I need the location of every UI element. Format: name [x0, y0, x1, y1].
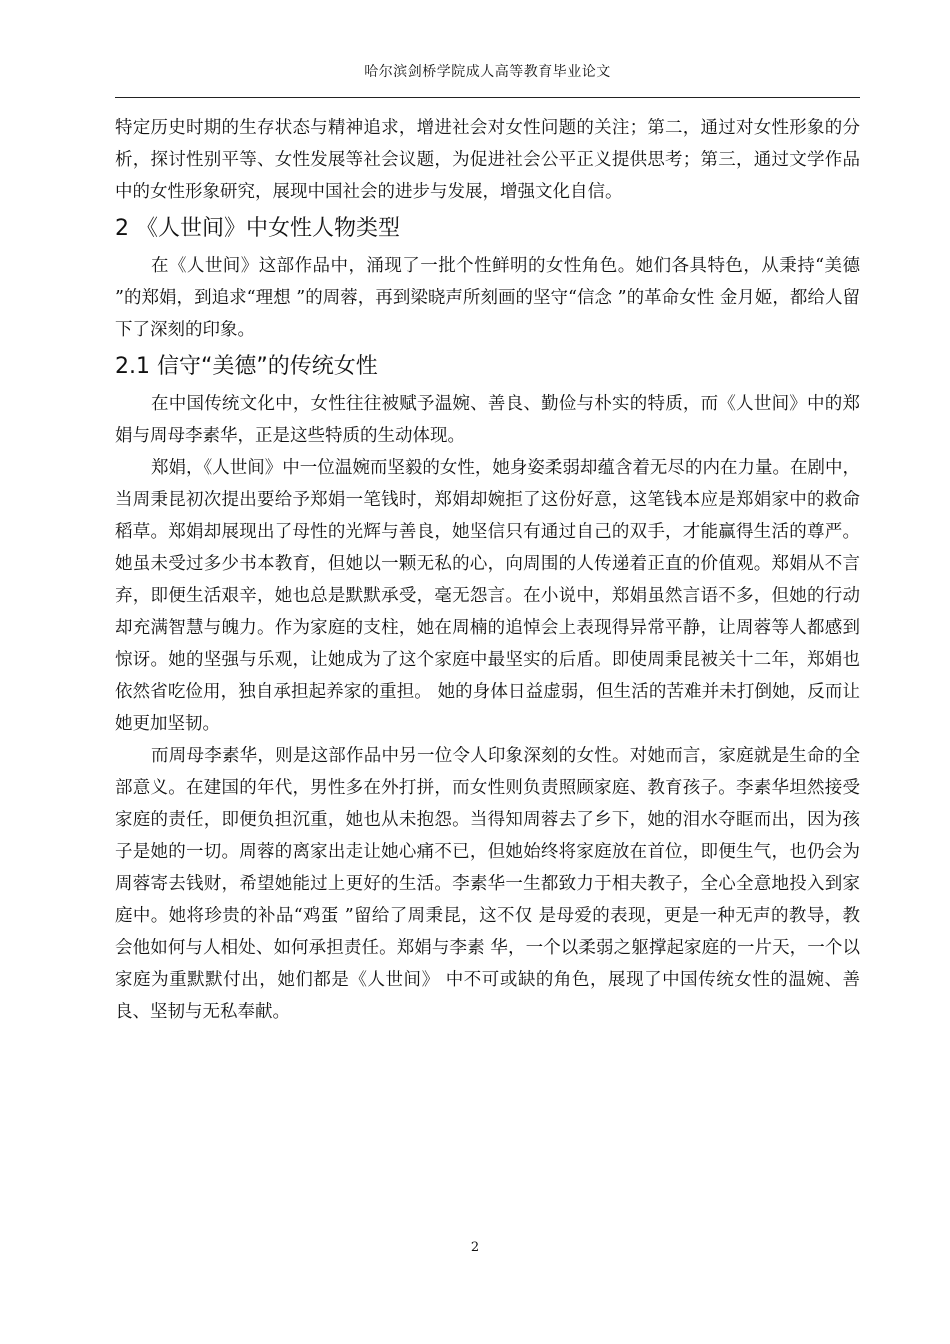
page-number: 2 — [470, 1240, 480, 1255]
paragraph-zheng-juan: 郑娟，《人世间》中一位温婉而坚毅的女性，她身姿柔弱却蕴含着无尽的内在力量。在剧中，当周秉昆初次提出要给予郑娟一笔钱时，郑娟却婉拒了这份好意，这笔钱本应是郑娟家中的救命稻草。郑娟却展现出了母性的光辉与善良，她坚信只有通过自己的双手，才能赢得生活的尊严。她虽未受过多少书本教育，但她以一颗无私的心，向周围的人传递着正直的价值观。郑娟从不言弃，即便生活艰辛，她也总是默默承受，毫无怨言。在小说中，郑娟虽然言语不多，但她的行动却充满智慧与魄力。作为家庭的支柱，她在周楠的追悼会上表现得异常平静，让周蓉等人都感到惊讶。她的坚强与乐观，让她成为了这个家庭中最坚实的后盾。即使周秉昆被关十二年，郑娟也依然省吃俭用，独自承担起养家的重担。 她的身体日益虚弱，但生活的苦难并未打倒她，反而让她更加坚韧。 — [115, 458, 860, 734]
header-divider — [115, 97, 860, 98]
paragraph-traditional-culture: 在中国传统文化中，女性往往被赋予温婉、善良、勤俭与朴实的特质，而《人世间》中的郑娟与周母李素华，正是这些特质的生动体现。 — [115, 394, 860, 446]
page-header: 哈尔滨剑桥学院成人高等教育毕业论文 — [364, 64, 611, 80]
document-body — [115, 112, 860, 1028]
section-heading-2: 2 《人世间》中女性人物类型 — [115, 216, 400, 241]
section-heading-2-1: 2.1 信守“美德”的传统女性 — [115, 354, 378, 379]
paragraph-intro: 在《人世间》这部作品中，涌现了一批个性鲜明的女性角色。她们各具特色，从秉持“美德 ”的郑娟，到追求“理想 ”的周蓉，再到梁晓声所刻画的坚守“信念 ”的革命女性 金月姬，都给人留下了深刻的印象。 — [115, 256, 860, 340]
paragraph-li-suhua: 而周母李素华，则是这部作品中另一位令人印象深刻的女性。对她而言，家庭就是生命的全部意义。在建国的年代，男性多在外打拼，而女性则负责照顾家庭、教育孩子。李素华坦然接受家庭的责任，即便负担沉重，她也从未抱怨。当得知周蓉去了乡下，她的泪水夺眶而出，因为孩子是她的一切。周蓉的离家出走让她心痛不已，但她始终将家庭放在首位，即便生气，也仍会为周蓉寄去钱财，希望她能过上更好的生活。李素华一生都致力于相夫教子，全心全意地投入到家庭中。她将珍贵的补品“鸡蛋 ”留给了周秉昆，这不仅 是母爱的表现，更是一种无声的教导，教会他如何与人相处、如何承担责任。郑娟与李素 华，一个以柔弱之躯撑起家庭的一片天，一个以家庭为重默默付出，她们都是《人世间》 中不可或缺的角色，展现了中国传统女性的温婉、善良、坚韧与无私奉献。 — [115, 746, 860, 1022]
paragraph-continuation: 特定历史时期的生存状态与精神追求，增进社会对女性问题的关注；第二，通过对女性形象的分析，探讨性别平等、女性发展等社会议题，为促进社会公平正义提供思考；第三，通过文学作品中的女性形象研究，展现中国社会的进步与发展，增强文化自信。 — [115, 118, 860, 202]
